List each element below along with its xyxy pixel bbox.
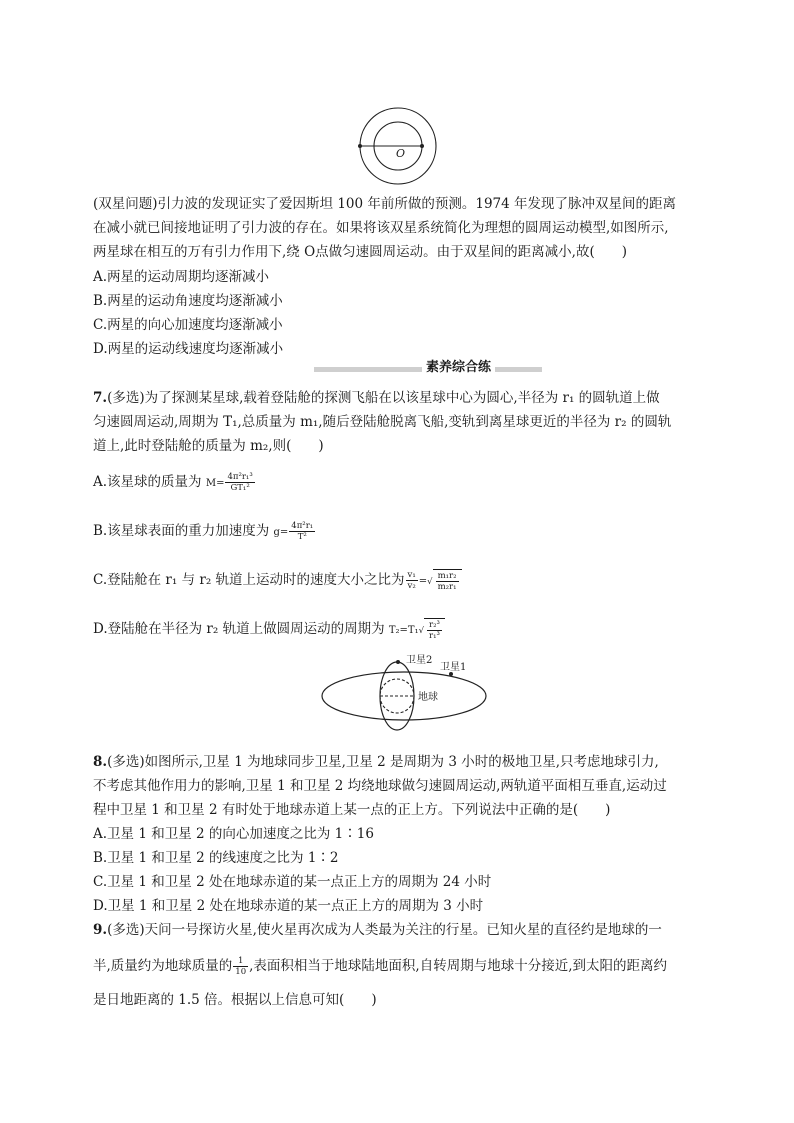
q7-stem-line-3: 道上,此时登陆舱的质量为 m₂,则( ) [93, 438, 324, 454]
q8-number: 8. [93, 754, 108, 770]
q9-line-2: 半,质量约为地球质量的 $\frac{1}{10}$ ,表面积相当于地球陆地面积,自转周期与地球十分接近,到太阳的距离约 [93, 956, 667, 977]
q7-stem-line-2: 匀速圆周运动,周期为 T₁,总质量为 m₁,随后登陆舱脱离飞船,变轨到离星球更近的半径为 r₂ 的圆轨 [93, 414, 672, 430]
q9-line-1: 9.(多选)天问一号探访火星,使火星再次成为人类最为关注的行星。已知火星的直径约是地球的一 [93, 922, 662, 938]
satellite-1-label: 卫星1 [440, 662, 467, 673]
q8-option-a: A.卫星 1 和卫星 2 的向心加速度之比为 1∶16 [93, 826, 374, 842]
q7-option-c: C.登陆舱在 r₁ 与 r₂ 轨道上运动时的速度大小之比为 $\frac{\text{v₁}}{\text{v₂}}$ =√ $\frac{\text{m₁r₂}}{\text{m₂r₁}}$ [93, 569, 462, 592]
q7-stem-line-1: 7.(多选)为了探测某星球,载着登陆舱的探测飞船在以该星球中心为圆心,半径为 r₁ 的圆轨道上做 [93, 390, 660, 406]
q6-stem-line-3: 两星球在相互的万有引力作用下,绕 O点做匀速圆周运动。由于双星间的距离减小,故( ) [93, 244, 627, 260]
section-title: 素养综合练 [422, 359, 495, 377]
star-left [358, 144, 362, 148]
satellite-orbit-diagram [312, 650, 494, 750]
q8-option-b: B.卫星 1 和卫星 2 的线速度之比为 1∶2 [93, 850, 339, 866]
q6-stem-line-2: 在减小就已间接地证明了引力波的存在。如果将该双星系统简化为理想的圆周运动模型,如图所示, [93, 220, 669, 236]
q9-mass-fraction: $\frac{1}{10}$ [235, 956, 247, 977]
q7-c-velocity-ratio: $\frac{\text{v₁}}{\text{v₂}}$ [407, 570, 416, 591]
q6-option-c: C.两星的向心加速度均逐渐减小 [93, 317, 283, 333]
q9-line-3: 是日地距离的 1.5 倍。根据以上信息可知( ) [93, 992, 377, 1008]
star-right [420, 144, 424, 148]
q7-option-d: D.登陆舱在半径为 r₂ 轨道上做圆周运动的周期为 T₂=T₁√ $\frac{\text{r₂³}}{\text{r₁³}}$ [93, 618, 445, 641]
center-label-o: O [396, 147, 406, 160]
q6-option-a: A.两星的运动周期均逐渐减小 [93, 269, 270, 285]
q7-option-b: B.该星球表面的重力加速度为 g= $\frac{\text{4π²r₁}}{\text{T²}}$ [93, 521, 314, 542]
q6-option-d: D.两星的运动线速度均逐渐减小 [93, 341, 284, 357]
q8-option-d: D.卫星 1 和卫星 2 处在地球赤道的某一点正上方的周期为 3 小时 [93, 898, 484, 914]
q9-number: 9. [93, 922, 108, 938]
q7-b-fraction: $\frac{\text{4π²r₁}}{\text{T²}}$ [291, 521, 314, 542]
q8-stem-line-3: 程中卫星 1 和卫星 2 有时处于地球赤道上某一点的正上方。下列说法中正确的是( ) [93, 802, 611, 818]
q7-a-fraction: $\frac{\text{4π²r₁³}}{\text{GT₁²}}$ [227, 472, 253, 493]
binary-star-diagram [350, 98, 440, 188]
satellite-1-orbit [322, 672, 486, 720]
satellite-2-label: 卫星2 [406, 655, 433, 666]
q8-stem-line-2: 不考虑其他作用力的影响,卫星 1 和卫星 2 均绕地球做匀速圆周运动,两轨道平面相互垂直,运动过 [93, 778, 667, 794]
q7-number: 7. [93, 390, 108, 406]
q6-option-b: B.两星的运动角速度均逐渐减小 [93, 293, 283, 309]
q7-d-sqrt: √ $\frac{\text{r₂³}}{\text{r₁³}}$ [419, 618, 445, 641]
q7-c-sqrt: √ $\frac{\text{m₁r₂}}{\text{m₂r₁}}$ [427, 569, 461, 592]
q7-option-a: A.该星球的质量为 M= $\frac{\text{4π²r₁³}}{\text{GT₁²}}$ [93, 472, 253, 493]
satellite-2-dot [396, 660, 400, 664]
q8-stem-line-1: 8.(多选)如图所示,卫星 1 为地球同步卫星,卫星 2 是周期为 3 小时的极地卫星,只考虑地球引力, [93, 754, 659, 770]
q6-stem-line-1: (双星问题)引力波的发现证实了爱因斯坦 100 年前所做的预测。1974 年发现了脉冲双星间的距离 [93, 196, 677, 212]
q8-option-c: C.卫星 1 和卫星 2 处在地球赤道的某一点正上方的周期为 24 小时 [93, 874, 492, 890]
earth-label: 地球 [418, 692, 438, 703]
